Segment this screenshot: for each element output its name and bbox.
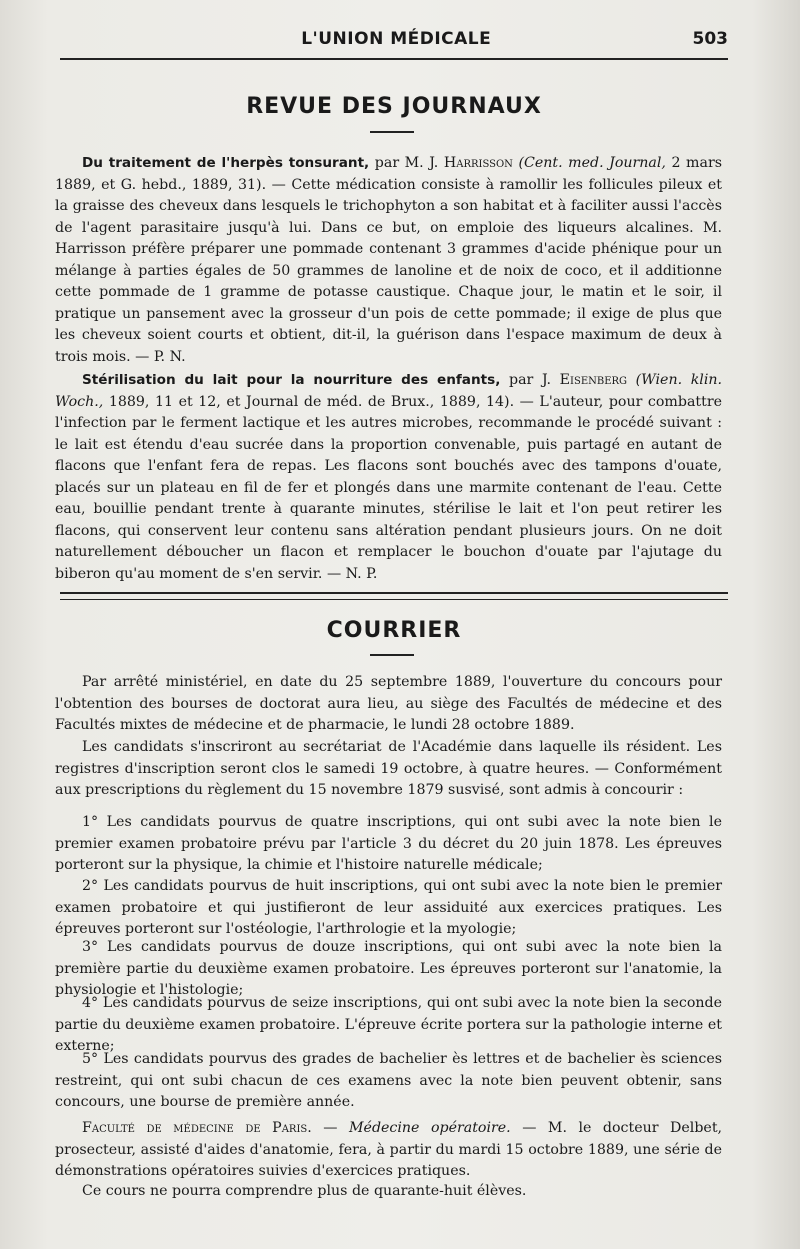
section-title-courrier: COURRIER: [326, 618, 462, 643]
article-body: 2 mars 1889, et G. hebd., 1889, 31). — Cette médication consiste à ramollir les follicules pileux et la graisse des cheveux dans lesquels le trichophyton a son habitat et à faciliter aussi l'accès de l'agent parasitaire jusqu'à lui. Dans ce but, on emploie des liqueurs alcalines. M. Harrisson préfère préparer une pommade contenant 3 grammes d'acide phénique pour un mélange à parties égales de 50 grammes de lanoline et de noix de coco, et il additionne cette pommade de 1 gramme de potasse caustique. Chaque jour, le matin et le soir, il pratique un pansement avec la grosseur d'un pois de cette pommade; il exige de plus que les cheveux soient courts et obtient, dit-il, la guérison dans l'espace maximum de deux à trois mois. — P. N.: [55, 155, 723, 365]
courrier-paragraph: Les candidats s'inscriront au secrétariat de l'Académie dans laquelle ils résident. Les registres d'inscription seront clos le samedi 19 octobre, à quatre heures. — Conformément aux prescriptions du règlement du 15 novembre 1879 susvisé, sont admis à concourir :: [55, 739, 722, 798]
article-source: (Cent. med. Journal,: [518, 155, 666, 171]
faculte-notice: [55, 1118, 722, 1183]
page-header: [60, 22, 728, 56]
article-by: par M. J.: [374, 155, 439, 171]
journal-title: L'UNION MÉDICALE: [301, 29, 492, 49]
article-lead: Stérilisation du lait pour la nourriture des enfants,: [82, 372, 501, 388]
header-rule: [60, 58, 728, 60]
section-title-revue: REVUE DES JOURNAUX: [246, 94, 542, 119]
courrier-paragraph: 1° Les candidats pourvus de quatre inscriptions, qui ont subi avec la note bien le premier examen probatoire prévu par l'article 3 du décret du 20 juin 1878. Les épreuves porteront sur la physique, la chimie et l'histoire naturelle médicale;: [55, 814, 722, 873]
article-author: Eisenberg: [559, 372, 628, 388]
title-underline: [370, 654, 414, 656]
title-underline: [370, 131, 414, 133]
courrier-paragraph: 2° Les candidats pourvus de huit inscriptions, qui ont subi avec la note bien le premier examen probatoire et qui justifieront de leur assiduité aux exercices pratiques. Les épreuves porteront sur l'ostéologie, l'arthrologie et la myologie;: [55, 878, 722, 937]
article-sterilisation: [55, 370, 722, 585]
faculte-dash: —: [323, 1120, 338, 1136]
page-number: 503: [692, 29, 728, 49]
courrier-paragraph: 4° Les candidats pourvus de seize inscriptions, qui ont subi avec la note bien la seconde partie du deuxième examen probatoire. L'épreuve écrite portera sur la pathologie interne et externe;: [55, 995, 722, 1054]
article-herpes: [55, 153, 722, 368]
courrier-paragraph: 3° Les candidats pourvus de douze inscriptions, qui ont subi avec la note bien la première partie du deuxième examen probatoire. Les épreuves porteront sur l'anatomie, la physiologie et l'histologie;: [55, 939, 722, 998]
article-body: 1889, 11 et 12, et Journal de méd. de Brux., 1889, 14). — L'auteur, pour combattre l'infection par le ferment lactique et les autres microbes, recommande le procédé suivant : le lait est étendu d'eau sucrée dans la proportion convenable, puis partagé en autant de flacons que l'enfant fera de repas. Les flacons sont bouchés avec des tampons d'ouate, placés sur un plateau en fil de fer et plongés dans une marmite contenant de l'eau. Cette eau, bouillie pendant trente à quarante minutes, stérilise le lait et l'on peut retirer les flacons, qui conservent leur contenu sans altération pendant plusieurs jours. On ne doit naturellement déboucher un flacon et remplacer le bouchon d'ouate par l'ajutage du biberon qu'au moment de s'en servir. — N. P.: [55, 393, 722, 582]
article-by: par J.: [509, 372, 552, 388]
courrier-paragraph: 5° Les candidats pourvus des grades de bachelier ès lettres et de bachelier ès sciences restreint, qui ont subi chacun de ces examens avec la note bien peuvent obtenir, sans concours, une bourse de première année.: [55, 1051, 722, 1110]
courrier-last-paragraph: Ce cours ne pourra comprendre plus de quarante-huit élèves.: [82, 1183, 527, 1199]
faculte-subject: Médecine opératoire.: [349, 1120, 511, 1136]
article-author: Harrisson: [443, 155, 513, 171]
article-lead: Du traitement de l'herpès tonsurant,: [82, 155, 370, 171]
article-source: (Wien. klin. Woch.,: [55, 372, 723, 410]
faculte-lead: Faculté de médecine de Paris.: [82, 1120, 312, 1136]
courrier-paragraph: Par arrêté ministériel, en date du 25 septembre 1889, l'ouverture du concours pour l'obtention des bourses de doctorat aura lieu, au siège des Facultés de médecine et des Facultés mixtes de médecine et de pharmacie, le lundi 28 octobre 1889.: [55, 674, 722, 733]
faculte-body: — M. le docteur Delbet, prosecteur, assisté d'aides d'anatomie, fera, à partir du mardi 15 octobre 1889, une série de démonstrations opératoires suivies d'exercices pratiques.: [55, 1120, 723, 1179]
section-divider: [60, 592, 728, 600]
